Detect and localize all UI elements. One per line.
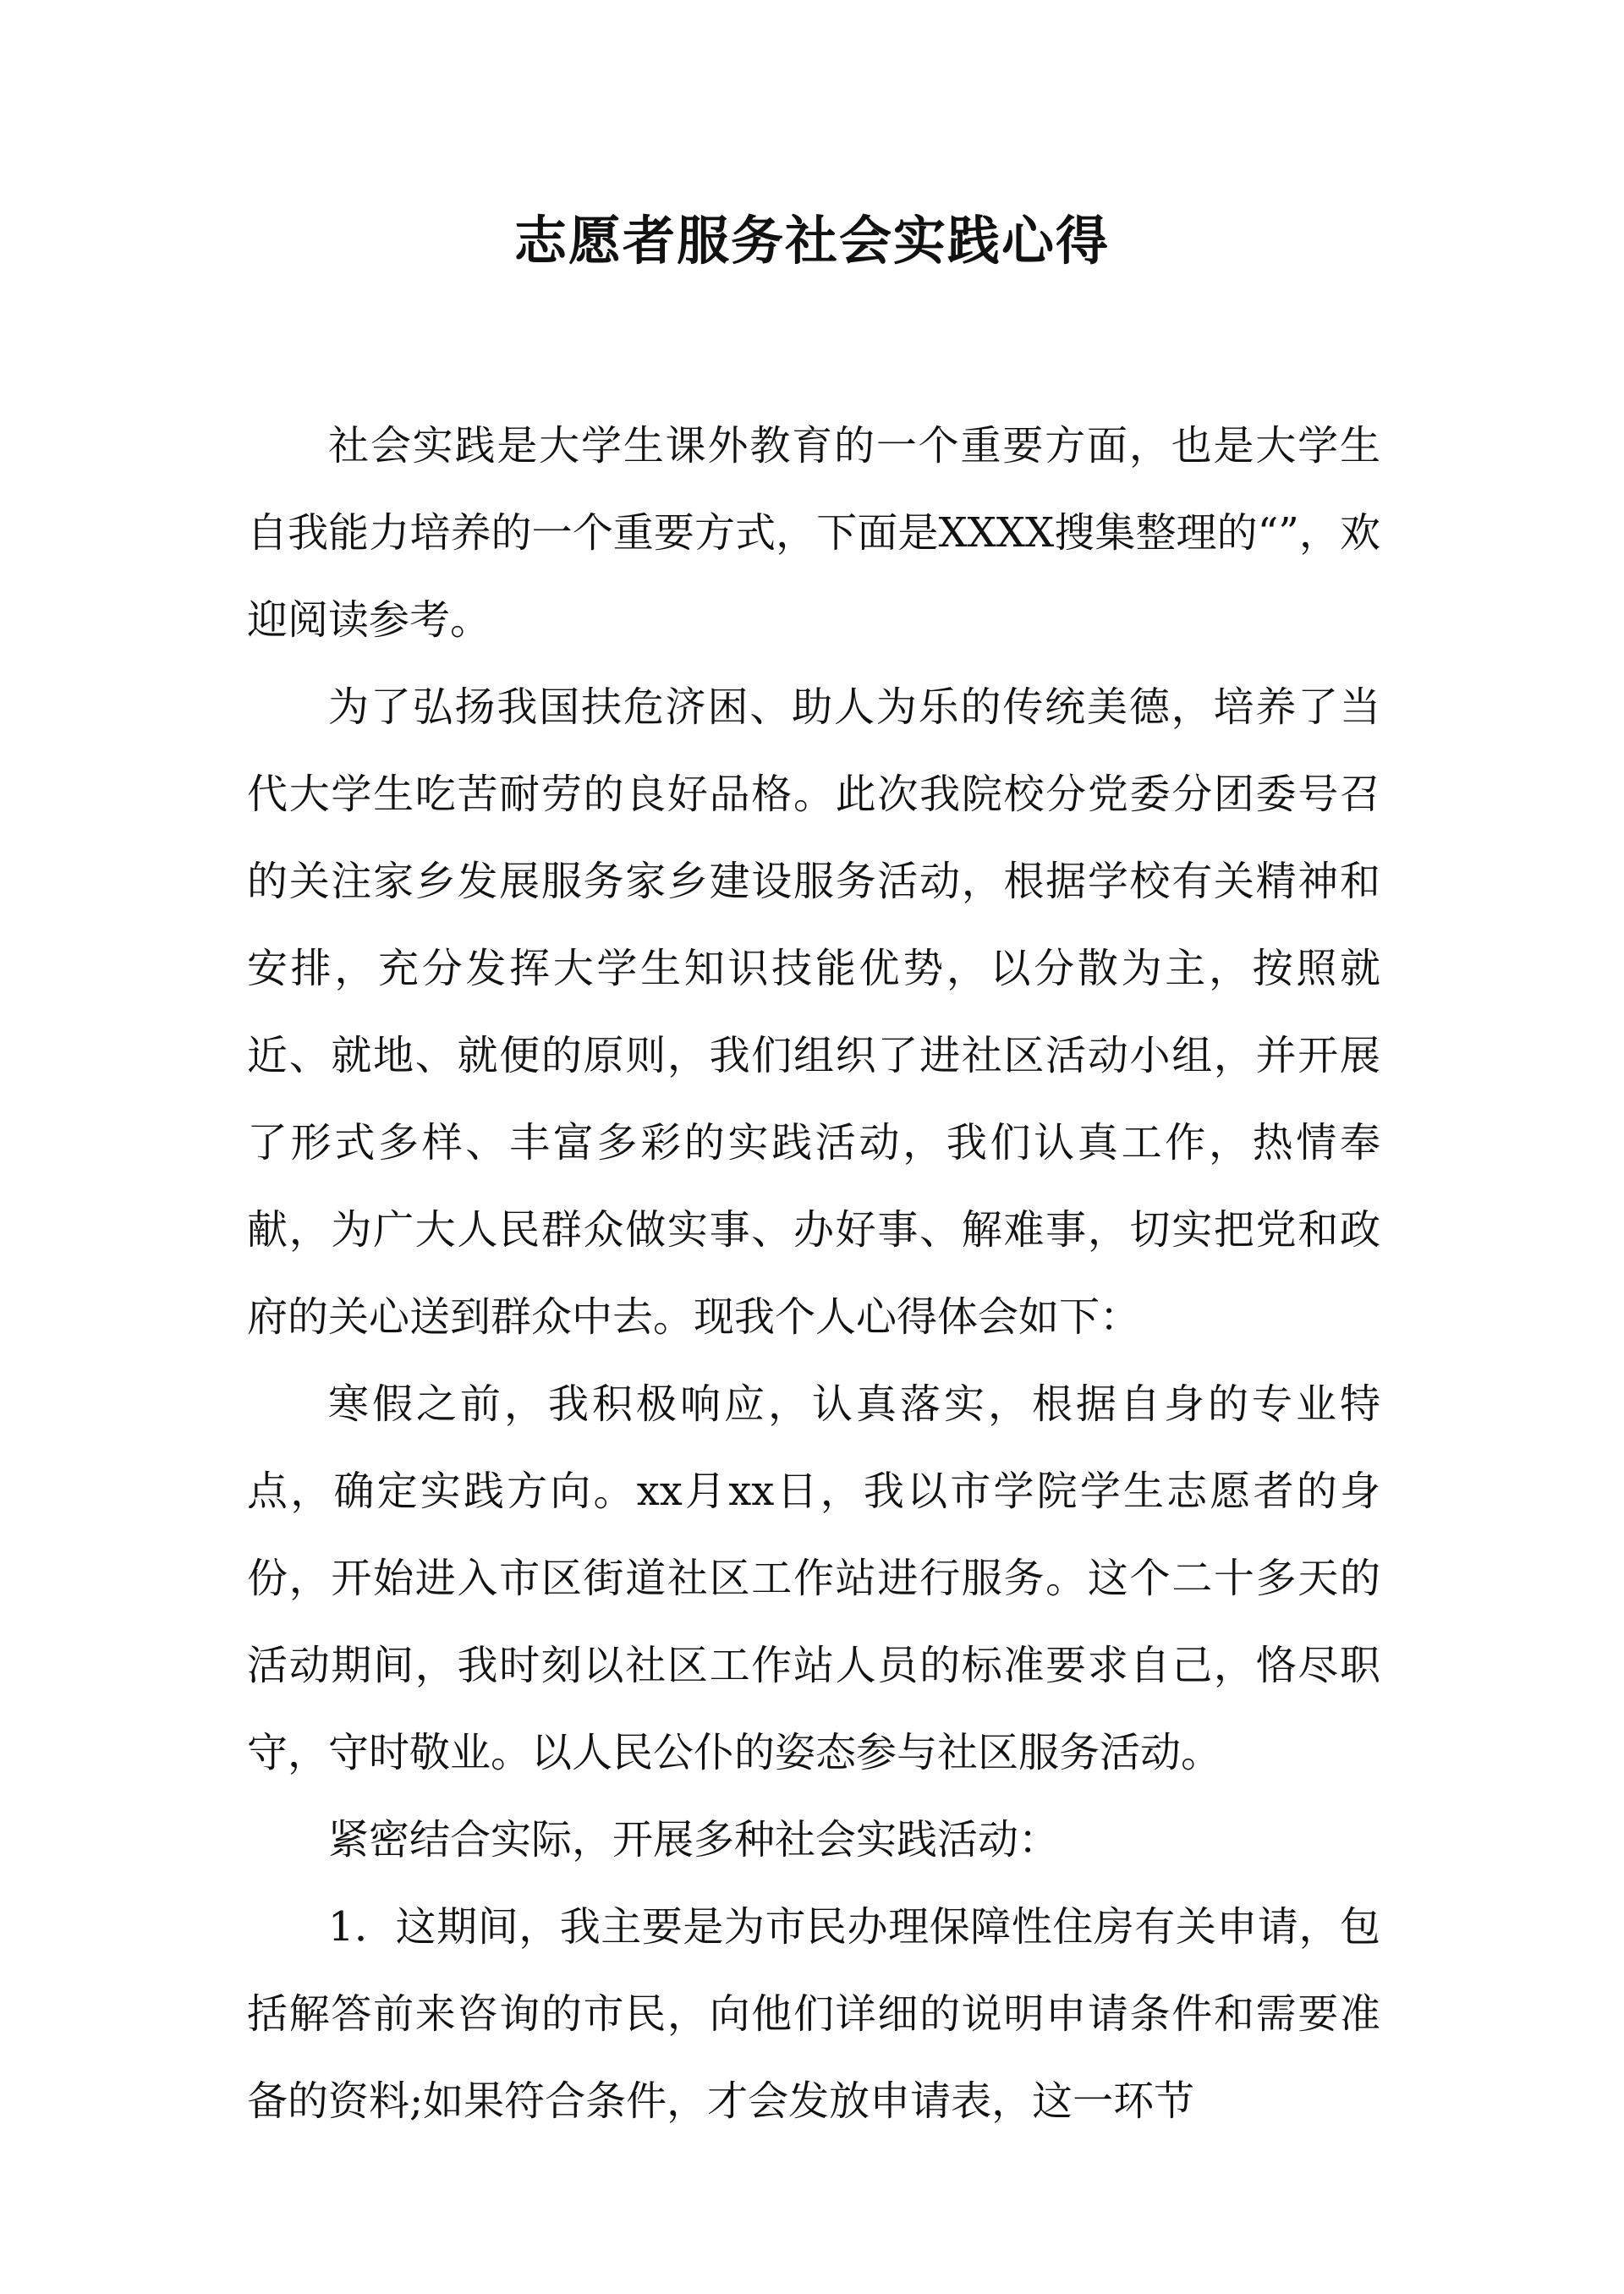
paragraph-activities-heading: 紧密结合实际，开展多种社会实践活动： <box>328 1816 1060 1863</box>
paragraph-service-period: 寒假之前，我积极响应，认真落实，根据自身的专业特点，确定实践方向。xx月xx日，我以市学院学生志愿者的身份，开始进入市区街道社区工作站进行服务。这个二十多天的活动期间，我时刻以社区工作站人员的标准要求自己，恪尽职守，守时敬业。以人民公仆的姿态参与社区服务活动。 <box>247 1380 1380 1776</box>
document-title: 志愿者服务社会实践心得 <box>513 210 1110 272</box>
document-body <box>247 403 1380 2145</box>
paragraph-background: 为了弘扬我国扶危济困、助人为乐的传统美德，培养了当代大学生吃苦耐劳的良好品格。此次我院校分党委分团委号召的关注家乡发展服务家乡建设服务活动，根据学校有关精神和安排，充分发挥大学生知识技能优势，以分散为主，按照就近、就地、就便的原则，我们组织了进社区活动小组，并开展了形式多样、丰富多彩的实践活动，我们认真工作，热情奉献，为广大人民群众做实事、办好事、解难事，切实把党和政府的关心送到群众中去。现我个人心得体会如下： <box>247 683 1380 1341</box>
paragraph-item-1: 1．这期间，我主要是为市民办理保障性住房有关申请，包括解答前来咨询的市民，向他们详细的说明申请条件和需要准备的资料;如果符合条件，才会发放申请表，这一环节 <box>247 1903 1380 2125</box>
paragraph-intro: 社会实践是大学生课外教育的一个重要方面，也是大学生自我能力培养的一个重要方式，下面是XXXX搜集整理的“”，欢迎阅读参考。 <box>247 422 1380 644</box>
